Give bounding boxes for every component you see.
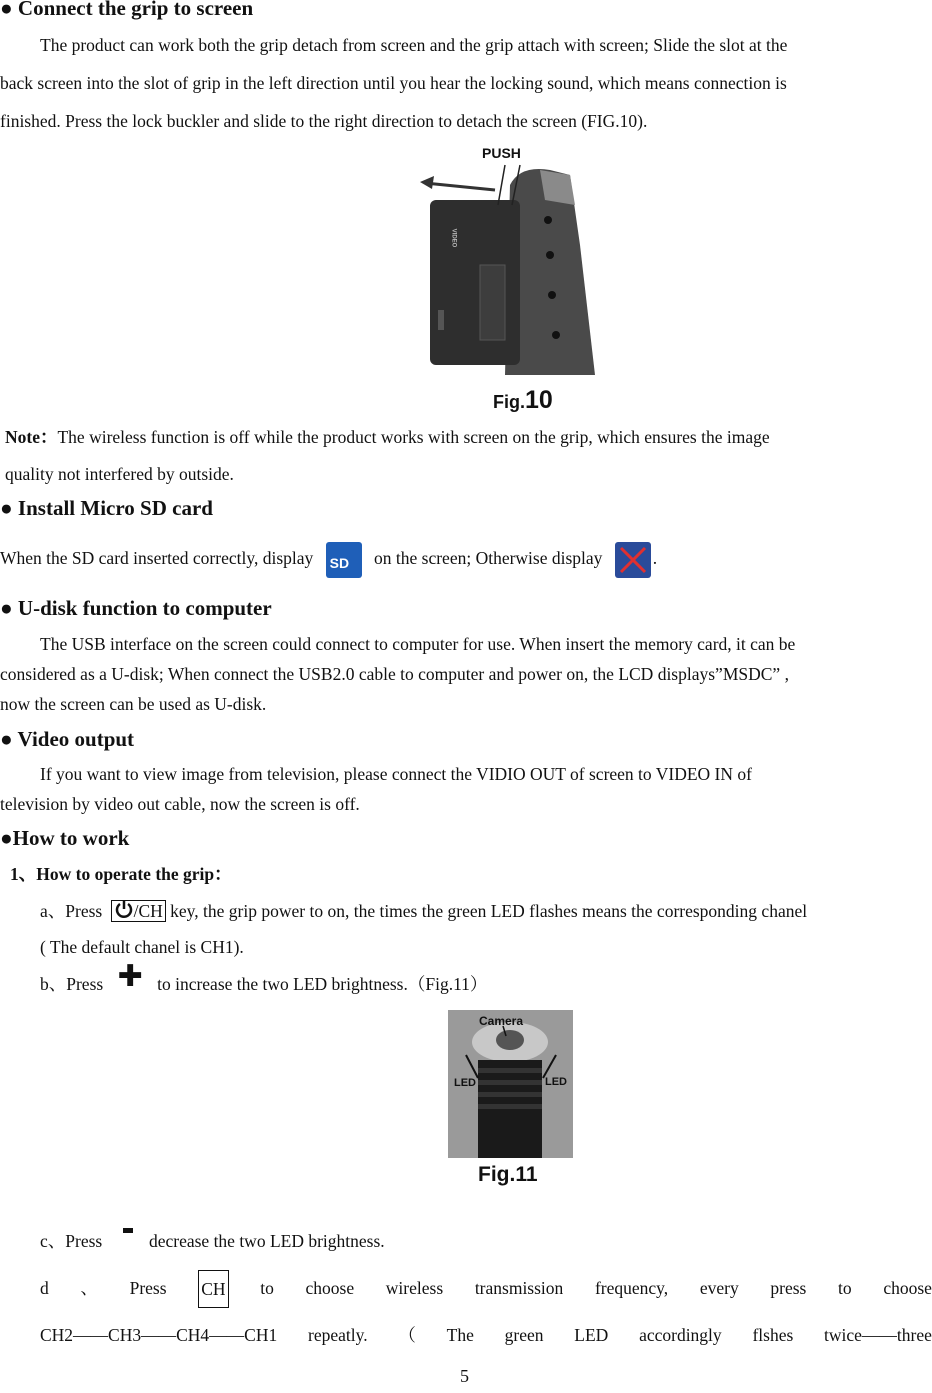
- step-d-word: press: [770, 1278, 807, 1298]
- step-d-line-2: [40, 1317, 932, 1353]
- step-d-word: green: [504, 1325, 544, 1345]
- note-label: Note：: [5, 427, 58, 447]
- step-d-word: 、: [80, 1278, 98, 1298]
- fig10-caption: [493, 386, 553, 415]
- step-d-word: to: [838, 1278, 852, 1298]
- connect-line-2: back screen into the slot of grip in the left direction until you hear the locking sound, which means connection is: [0, 73, 787, 93]
- fig11-led-right-label: LED: [545, 1076, 567, 1088]
- fig10-photo: [410, 145, 610, 385]
- step-d-line-1: [40, 1270, 932, 1308]
- heading-video-output: ● Video output: [0, 727, 135, 751]
- heading-how-to-work: ●How to work: [0, 826, 130, 850]
- power-ch-key: [111, 900, 166, 922]
- step-b-prefix: b、Press: [40, 974, 104, 994]
- sd-text-end: .: [652, 548, 658, 568]
- fig11-camera-label: Camera: [479, 1014, 524, 1028]
- step-d-word: twice——three: [824, 1325, 932, 1345]
- step-d-word: accordingly: [639, 1325, 722, 1345]
- step-a-line-1: [40, 892, 932, 930]
- sd-ok-icon-label: SD: [329, 554, 350, 571]
- ch-key: CH: [198, 1270, 228, 1308]
- step-d-word: CH2——CH3——CH4——CH1: [40, 1325, 278, 1345]
- fig11-photo: [448, 1010, 573, 1158]
- step-a-rest: key, the grip power to on, the times the green LED flashes means the corresponding chanel: [170, 901, 808, 921]
- step-d-word: The: [446, 1325, 474, 1345]
- udisk-line-2: considered as a U-disk; When connect the USB2.0 cable to computer and power on, the LCD displays”MSDC” ,: [0, 664, 789, 684]
- udisk-line-3: now the screen can be used as U-disk.: [0, 694, 267, 714]
- note-line-1: [5, 418, 932, 456]
- step-a-line-2: ( The default chanel is CH1).: [40, 937, 244, 957]
- power-icon: [114, 899, 134, 919]
- page-number: 5: [460, 1366, 469, 1386]
- step-d-word: Press: [129, 1278, 167, 1298]
- sd-ok-icon: [326, 542, 362, 578]
- step-d-word: frequency,: [594, 1278, 669, 1298]
- sd-error-icon: [615, 542, 651, 578]
- step-d-word: wireless: [385, 1278, 444, 1298]
- sd-text-before: When the SD card inserted correctly, display: [0, 548, 314, 568]
- video-line-2: television by video out cable, now the screen is off.: [0, 794, 360, 814]
- step-c-rest: decrease the two LED brightness.: [148, 1231, 385, 1251]
- fig10-caption-num: 10: [525, 386, 553, 414]
- step-d-word: every: [699, 1278, 739, 1298]
- step-d-word: choose: [883, 1278, 932, 1298]
- step-b-line: [40, 959, 488, 1003]
- step-d-word: LED: [574, 1325, 609, 1345]
- note-text-1: The wireless function is off while the product works with screen on the grip, which ensures the image: [57, 427, 770, 447]
- fig10-push-label: PUSH: [482, 145, 521, 161]
- power-ch-key-label: /CH: [133, 901, 163, 921]
- note-line-2: quality not interfered by outside.: [5, 464, 234, 484]
- heading-sd-card: ● Install Micro SD card: [0, 496, 213, 520]
- step-d-word: repeatly.: [308, 1325, 368, 1345]
- fig10-caption-prefix: Fig.: [493, 392, 525, 412]
- step-a-prefix: a、Press: [40, 901, 103, 921]
- sd-line: [0, 538, 657, 578]
- fig11-caption: Fig.11: [478, 1163, 538, 1186]
- step-c-prefix: c、Press: [40, 1231, 103, 1251]
- step-d-word: choose: [305, 1278, 355, 1298]
- step-b-rest: to increase the two LED brightness.（Fig.11）: [157, 974, 488, 994]
- video-line-1: If you want to view image from television, please connect the VIDIO OUT of screen to VIDEO IN of: [40, 764, 752, 784]
- step-d-word: flshes: [752, 1325, 794, 1345]
- plus-icon: ✚: [117, 959, 143, 994]
- connect-line-1: The product can work both the grip detach from screen and the grip attach with screen; Slide the slot at the: [40, 35, 788, 55]
- fig11-led-left-label: LED: [454, 1077, 476, 1089]
- step-d-word: d: [40, 1278, 49, 1298]
- heading-connect-grip: ● Connect the grip to screen: [0, 0, 254, 20]
- minus-icon: [123, 1228, 133, 1233]
- step-d-word: （: [398, 1325, 416, 1345]
- subheading-operate-grip: 1、How to operate the grip：: [10, 864, 232, 884]
- step-d-word: transmission: [474, 1278, 564, 1298]
- sd-text-middle: on the screen; Otherwise display: [374, 548, 603, 568]
- step-c-line: [40, 1222, 385, 1260]
- fig10-side-label: VIDEO: [450, 228, 457, 248]
- udisk-line-1: The USB interface on the screen could connect to computer for use. When insert the memory card, it can be: [40, 634, 796, 654]
- connect-line-3: finished. Press the lock buckler and slide to the right direction to detach the screen (FIG.10).: [0, 111, 648, 131]
- heading-u-disk: ● U-disk function to computer: [0, 596, 272, 620]
- step-d-word: to: [260, 1278, 274, 1298]
